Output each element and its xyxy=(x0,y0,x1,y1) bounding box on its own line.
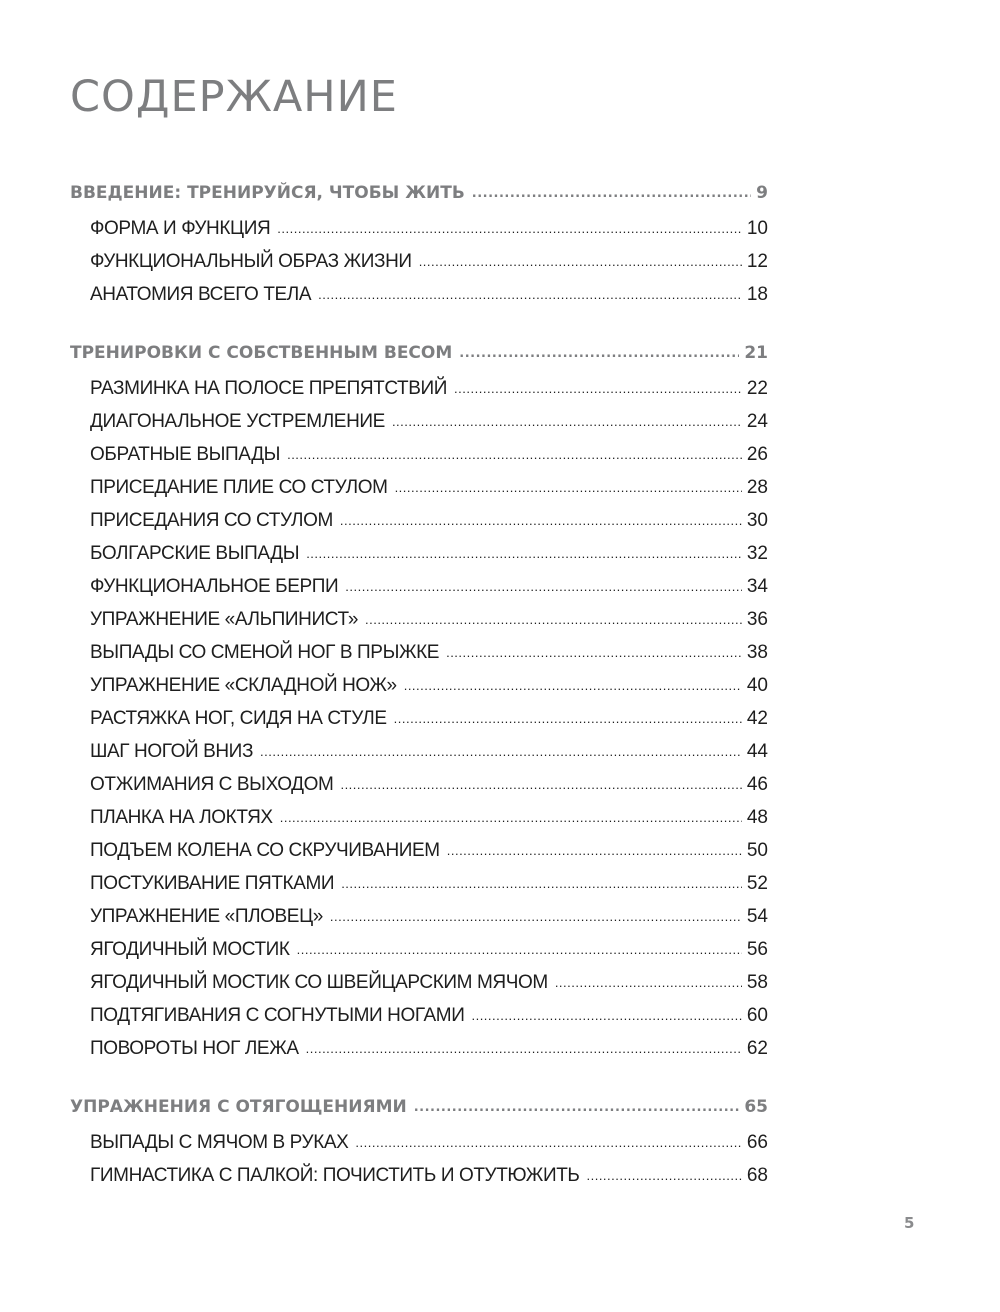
entry-title: ГИМНАСТИКА С ПАЛКОЙ: ПОЧИСТИТЬ И ОТУТЮЖИТЬ xyxy=(90,1165,580,1186)
section-page-number: 21 xyxy=(744,343,768,363)
dot-leader xyxy=(345,569,742,603)
toc-entry[interactable] xyxy=(70,278,768,311)
entry-page-number: 10 xyxy=(746,218,768,239)
entry-title: РАСТЯЖКА НОГ, СИДЯ НА СТУЛЕ xyxy=(90,708,387,729)
section-title: УПРАЖНЕНИЯ С ОТЯГОЩЕНИЯМИ xyxy=(70,1097,407,1117)
entry-title: ШАГ НОГОЙ ВНИЗ xyxy=(90,741,254,762)
entry-page-number: 18 xyxy=(746,284,768,305)
toc-entry[interactable] xyxy=(70,1126,768,1159)
entry-page-number: 34 xyxy=(746,576,768,597)
toc-entry[interactable] xyxy=(70,801,768,834)
entry-page-number: 22 xyxy=(746,378,768,399)
entry-page-number: 66 xyxy=(746,1132,768,1153)
dot-leader xyxy=(459,333,739,373)
entry-title: ВЫПАДЫ С МЯЧОМ В РУКАХ xyxy=(90,1132,349,1153)
dot-leader xyxy=(355,1125,741,1159)
toc-entry[interactable] xyxy=(70,702,768,735)
entry-title: УПРАЖНЕНИЕ «ПЛОВЕЦ» xyxy=(90,906,323,927)
entry-page-number: 24 xyxy=(746,411,768,432)
toc-section xyxy=(70,334,768,1065)
toc-section xyxy=(70,174,768,311)
toc-entry[interactable] xyxy=(70,900,768,933)
entry-page-number: 44 xyxy=(746,741,768,762)
toc-entry[interactable] xyxy=(70,504,768,537)
dot-leader xyxy=(365,602,742,636)
toc-entry[interactable] xyxy=(70,405,768,438)
entry-page-number: 40 xyxy=(746,675,768,696)
entry-page-number: 62 xyxy=(746,1038,768,1059)
entry-title: УПРАЖНЕНИЕ «СКЛАДНОЙ НОЖ» xyxy=(90,675,397,696)
dot-leader xyxy=(404,668,742,702)
entry-title: ЯГОДИЧНЫЙ МОСТИК xyxy=(90,939,290,960)
dot-leader xyxy=(414,1087,740,1127)
entry-title: ФУНКЦИОНАЛЬНОЕ БЕРПИ xyxy=(90,576,339,597)
table-of-contents xyxy=(70,174,768,1215)
entry-page-number: 50 xyxy=(746,840,768,861)
entry-title: ФУНКЦИОНАЛЬНЫЙ ОБРАЗ ЖИЗНИ xyxy=(90,251,412,272)
section-title: ВВЕДЕНИЕ: ТРЕНИРУЙСЯ, ЧТОБЫ ЖИТЬ xyxy=(70,183,465,203)
toc-entry[interactable] xyxy=(70,768,768,801)
toc-entry[interactable] xyxy=(70,669,768,702)
page-title: СОДЕРЖАНИЕ xyxy=(70,72,398,122)
dot-leader xyxy=(340,503,742,537)
section-page-number: 65 xyxy=(744,1097,768,1117)
entry-title: ОБРАТНЫЕ ВЫПАДЫ xyxy=(90,444,281,465)
toc-entry[interactable] xyxy=(70,999,768,1032)
dot-leader xyxy=(318,277,742,311)
dot-leader xyxy=(586,1158,741,1192)
dot-leader xyxy=(446,635,742,669)
dot-leader xyxy=(392,404,742,438)
dot-leader xyxy=(277,211,742,245)
section-page-number: 9 xyxy=(756,183,768,203)
entry-title: ПРИСЕДАНИЕ ПЛИЕ СО СТУЛОМ xyxy=(90,477,388,498)
dot-leader xyxy=(306,536,742,570)
toc-entry[interactable] xyxy=(70,372,768,405)
entry-page-number: 12 xyxy=(746,251,768,272)
entry-page-number: 30 xyxy=(746,510,768,531)
entry-title: РАЗМИНКА НА ПОЛОСЕ ПРЕПЯТСТВИЙ xyxy=(90,378,448,399)
entry-page-number: 48 xyxy=(746,807,768,828)
entry-title: ОТЖИМАНИЯ С ВЫХОДОМ xyxy=(90,774,334,795)
dot-leader xyxy=(280,800,742,834)
entry-page-number: 38 xyxy=(746,642,768,663)
dot-leader xyxy=(306,1031,742,1065)
entry-page-number: 28 xyxy=(746,477,768,498)
page-number: 5 xyxy=(904,1214,915,1232)
entry-page-number: 68 xyxy=(746,1165,768,1186)
dot-leader xyxy=(340,767,741,801)
dot-leader xyxy=(297,932,742,966)
entry-page-number: 60 xyxy=(746,1005,768,1026)
entry-page-number: 42 xyxy=(746,708,768,729)
entry-title: УПРАЖНЕНИЕ «АЛЬПИНИСТ» xyxy=(90,609,358,630)
entry-page-number: 52 xyxy=(746,873,768,894)
entry-title: ПОДЪЕМ КОЛЕНА СО СКРУЧИВАНИЕМ xyxy=(90,840,440,861)
entry-title: ПОСТУКИВАНИЕ ПЯТКАМИ xyxy=(90,873,335,894)
entry-title: ВЫПАДЫ СО СМЕНОЙ НОГ В ПРЫЖКЕ xyxy=(90,642,440,663)
entry-title: ПОДТЯГИВАНИЯ С СОГНУТЫМИ НОГАМИ xyxy=(90,1005,465,1026)
toc-entry[interactable] xyxy=(70,1159,768,1192)
dot-leader xyxy=(471,998,741,1032)
section-title: ТРЕНИРОВКИ С СОБСТВЕННЫМ ВЕСОМ xyxy=(70,343,453,363)
toc-entry[interactable] xyxy=(70,570,768,603)
toc-section-heading[interactable] xyxy=(70,1088,768,1126)
entry-title: ПРИСЕДАНИЯ СО СТУЛОМ xyxy=(90,510,333,531)
dot-leader xyxy=(555,965,742,999)
entry-title: АНАТОМИЯ ВСЕГО ТЕЛА xyxy=(90,284,312,305)
entry-page-number: 46 xyxy=(746,774,768,795)
entry-title: ПОВОРОТЫ НОГ ЛЕЖА xyxy=(90,1038,299,1059)
entry-page-number: 58 xyxy=(746,972,768,993)
dot-leader xyxy=(260,734,742,768)
toc-section-heading[interactable] xyxy=(70,334,768,372)
toc-entry[interactable] xyxy=(70,438,768,471)
toc-entry[interactable] xyxy=(70,471,768,504)
entry-title: ФОРМА И ФУНКЦИЯ xyxy=(90,218,271,239)
toc-section-heading[interactable] xyxy=(70,174,768,212)
toc-entry[interactable] xyxy=(70,933,768,966)
toc-entry[interactable] xyxy=(70,537,768,570)
dot-leader xyxy=(472,173,751,213)
entry-title: БОЛГАРСКИЕ ВЫПАДЫ xyxy=(90,543,300,564)
toc-entry[interactable] xyxy=(70,834,768,867)
dot-leader xyxy=(419,244,742,278)
toc-entry[interactable] xyxy=(70,245,768,278)
toc-entry[interactable] xyxy=(70,212,768,245)
entry-page-number: 54 xyxy=(746,906,768,927)
dot-leader xyxy=(287,437,742,471)
toc-entry[interactable] xyxy=(70,603,768,636)
entry-page-number: 26 xyxy=(746,444,768,465)
toc-entry[interactable] xyxy=(70,735,768,768)
toc-entry[interactable] xyxy=(70,966,768,999)
dot-leader xyxy=(341,866,742,900)
dot-leader xyxy=(447,833,742,867)
entry-title: ЯГОДИЧНЫЙ МОСТИК СО ШВЕЙЦАРСКИМ МЯЧОМ xyxy=(90,972,548,993)
entry-page-number: 36 xyxy=(746,609,768,630)
toc-section xyxy=(70,1088,768,1192)
entry-title: ДИАГОНАЛЬНОЕ УСТРЕМЛЕНИЕ xyxy=(90,411,385,432)
toc-entry[interactable] xyxy=(70,1032,768,1065)
dot-leader xyxy=(395,470,742,504)
toc-entry[interactable] xyxy=(70,867,768,900)
entry-page-number: 56 xyxy=(746,939,768,960)
entry-page-number: 32 xyxy=(746,543,768,564)
dot-leader xyxy=(394,701,742,735)
toc-entry[interactable] xyxy=(70,636,768,669)
dot-leader xyxy=(330,899,742,933)
entry-title: ПЛАНКА НА ЛОКТЯХ xyxy=(90,807,273,828)
dot-leader xyxy=(454,371,742,405)
